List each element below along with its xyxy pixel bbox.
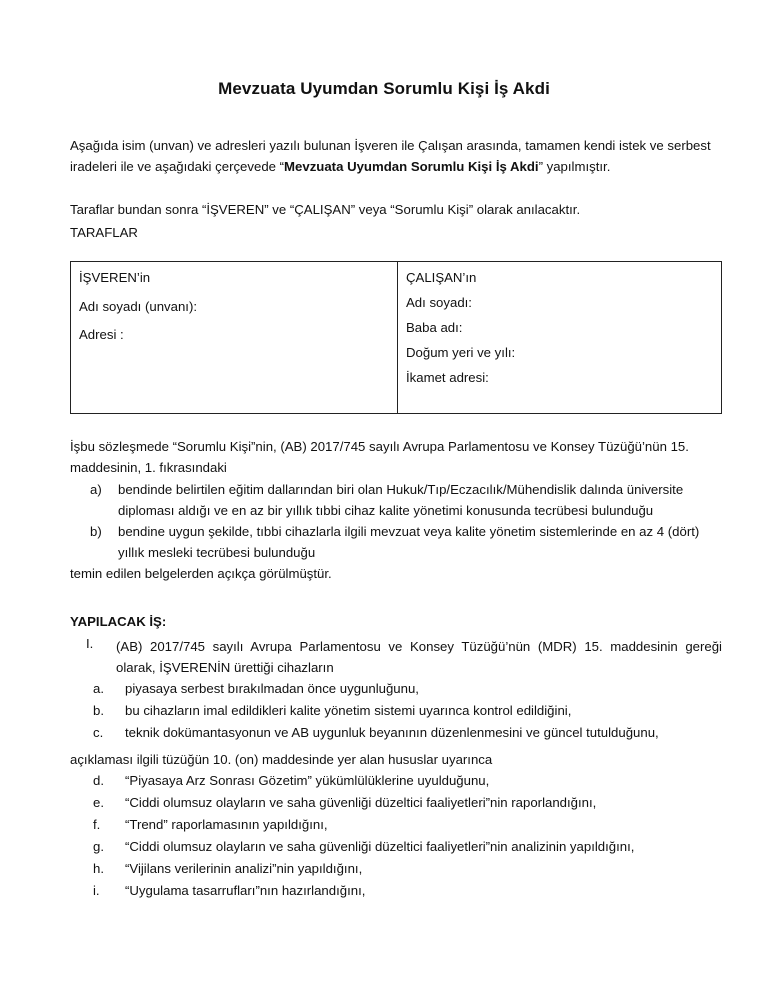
clause-line-1: İşbu sözleşmede “Sorumlu Kişi”nin, (AB) 2017/745 sayılı Avrupa Parlamentosu ve Konsey Tüzüğü’nün 15. bbox=[70, 439, 689, 454]
employee-name-label: Adı soyadı: bbox=[406, 295, 472, 310]
duty-item-marker: a. bbox=[93, 681, 104, 696]
employee-title: ÇALIŞAN’ın bbox=[406, 270, 477, 285]
employee-birth-label: Doğum yeri ve yılı: bbox=[406, 345, 516, 360]
clause-closing: temin edilen belgelerden açıkça görülmüştür. bbox=[70, 566, 332, 581]
employee-cell bbox=[398, 262, 721, 413]
clause-line-2: maddesinin, 1. fıkrasındaki bbox=[70, 460, 227, 475]
duty-item-marker: b. bbox=[93, 703, 104, 718]
employee-father-label: Baba adı: bbox=[406, 320, 463, 335]
intro-paragraph bbox=[70, 135, 722, 177]
duty-item-marker: h. bbox=[93, 861, 104, 876]
employer-address-label: Adresi : bbox=[79, 327, 124, 342]
parties-note: Taraflar bundan sonra “İŞVEREN” ve “ÇALIŞAN” veya “Sorumlu Kişi” olarak anılacaktır. bbox=[70, 202, 581, 217]
duties-mid-note: açıklaması ilgili tüzüğün 10. (on) maddesinde yer alan hususlar uyarınca bbox=[70, 752, 493, 767]
document-page: Mevzuata Uyumdan Sorumlu Kişi İş Akdi Aşağıda isim (unvan) ve adresleri yazılı bulunan İşveren ile Çalışan arasında, tamamen kendi istek ve serbest iradeleri ile ve aşağıdaki çerçevede “Mevzuata Uyumdan Sorumlu Kişi İş Akdi” yapılmıştır. Taraflar bundan sonra “İŞVEREN” ve “ÇALIŞAN” veya “Sorumlu Kişi” olarak anılacaktır. TARAFLAR İŞVEREN’in Adı soyadı (unvanı): Adresi : ÇALIŞAN’ın Adı soyadı: Baba adı: Doğum yeri ve yılı: İkamet adresi: İşbu sözleşmede “Sorumlu Kişi”nin, (AB) 2017/745 sayılı Avrupa Parlamentosu ve Konsey Tüzüğü’nün 15. maddesinin, 1. fıkrasındaki a) bendinde belirtilen eğitim dallarından biri olan Hukuk/Tıp/Eczacılık/Mühendislik dalında üniversite diploması aldığı ve en az bir yıllık tıbbi cihaz kalite yönetimi konusunda tecrübesi bulunduğu b) bendine uygun şekilde, tıbbi cihazlarla ilgili mevzuat veya kalite yönetim sistemlerinde en az 4 (dört) yıllık mesleki tecrübesi bulunduğu temin edilen belgelerden açıkça görülmüştür. YAPILACAK İŞ: I. (AB) 2017/745 sayılı Avrupa Parlamentosu ve Konsey Tüzüğü’nün (MDR) 15. maddesinin gereği olarak, İŞVERENİN ürettiği cihazların a. piyasaya serbest bırakılmadan önce uygunluğunu, b. bu cihazların imal edildikleri kalite yönetim sistemi uyarınca kontrol edildiğini, c. teknik dokümantasyonun ve AB uygunluk beyanının düzenlenmesini ve güncel tutulduğunu, açıklaması ilgili tüzüğün 10. (on) maddesinde yer alan hususlar uyarınca d. “Piyasaya Arz Sonrası Gözetim” yükümlülüklerine uyulduğunu, e. “Ciddi olumsuz olayların ve saha güvenliği düzeltici faaliyetleri”nin raporlandığını, f. “Trend” raporlamasının yapıldığını, g. “Ciddi olumsuz olayların ve saha güvenliği düzeltici faaliyetleri”nin analizinin yapıldığını, h. “Vijilans verilerinin analizi”nin yapıldığını, i. “Uygulama tasarrufları”nın hazırlandığını, bbox=[0, 0, 768, 994]
parties-table bbox=[70, 261, 722, 414]
duty-item-text: teknik dokümantasyonun ve AB uygunluk beyanının düzenlenmesini ve güncel tutulduğunu, bbox=[125, 725, 659, 740]
duty-item-marker: i. bbox=[93, 883, 100, 898]
roman-marker: I. bbox=[86, 636, 94, 651]
duty-item-text: piyasaya serbest bırakılmadan önce uygunluğunu, bbox=[125, 681, 419, 696]
duty-item-text: “Ciddi olumsuz olayların ve saha güvenliği düzeltici faaliyetleri”nin analizinin yapıldığını, bbox=[125, 839, 635, 854]
duty-item-text: “Uygulama tasarrufları”nın hazırlandığını, bbox=[125, 883, 366, 898]
employee-residence-label: İkamet adresi: bbox=[406, 370, 489, 385]
contract-name: Mevzuata Uyumdan Sorumlu Kişi İş Akdi bbox=[284, 159, 539, 174]
duty-item-marker: d. bbox=[93, 773, 104, 788]
duty-item-text: “Piyasaya Arz Sonrası Gözetim” yükümlülüklerine uyulduğunu, bbox=[125, 773, 490, 788]
duty-item-text: “Vijilans verilerinin analizi”nin yapıldığını, bbox=[125, 861, 363, 876]
duty-item-marker: f. bbox=[93, 817, 101, 832]
duties-heading: YAPILACAK İŞ: bbox=[70, 614, 167, 629]
intro-line-1: Aşağıda isim (unvan) ve adresleri yazılı bulunan İşveren ile Çalışan arasında, tamamen kendi istek ve serbest bbox=[70, 138, 711, 153]
employer-title: İŞVEREN’in bbox=[79, 270, 151, 285]
intro-line-2: iradeleri ile ve aşağıdaki çerçevede “Mevzuata Uyumdan Sorumlu Kişi İş Akdi” yapılmıştır. bbox=[70, 159, 611, 174]
duty-item-marker: g. bbox=[93, 839, 104, 854]
clause-marker-b: b) bbox=[90, 524, 102, 539]
clause-item-a: a) bendinde belirtilen eğitim dallarından biri olan Hukuk/Tıp/Eczacılık/Mühendislik dalında üniversite diploması aldığı ve en az bir yıllık tıbbi cihaz kalite yönetimi konusunda tecrübesi bulunduğu bbox=[92, 479, 722, 521]
clause-marker-a: a) bbox=[90, 482, 102, 497]
parties-heading: TARAFLAR bbox=[70, 225, 138, 240]
clause-item-b: b) bendine uygun şekilde, tıbbi cihazlarla ilgili mevzuat veya kalite yönetim sistemlerinde en az 4 (dört) yıllık mesleki tecrübesi bulunduğu bbox=[92, 521, 722, 563]
employer-name-label: Adı soyadı (unvanı): bbox=[79, 299, 198, 314]
duty-item-text: “Ciddi olumsuz olayların ve saha güvenliği düzeltici faaliyetleri”nin raporlandığını, bbox=[125, 795, 597, 810]
duty-item-marker: e. bbox=[93, 795, 104, 810]
duty-item-text: bu cihazların imal edildikleri kalite yönetim sistemi uyarınca kontrol edildiğini, bbox=[125, 703, 572, 718]
duty-item-marker: c. bbox=[93, 725, 104, 740]
document-title: Mevzuata Uyumdan Sorumlu Kişi İş Akdi bbox=[218, 79, 550, 98]
duty-item-text: “Trend” raporlamasının yapıldığını, bbox=[125, 817, 328, 832]
employer-cell bbox=[71, 262, 398, 413]
